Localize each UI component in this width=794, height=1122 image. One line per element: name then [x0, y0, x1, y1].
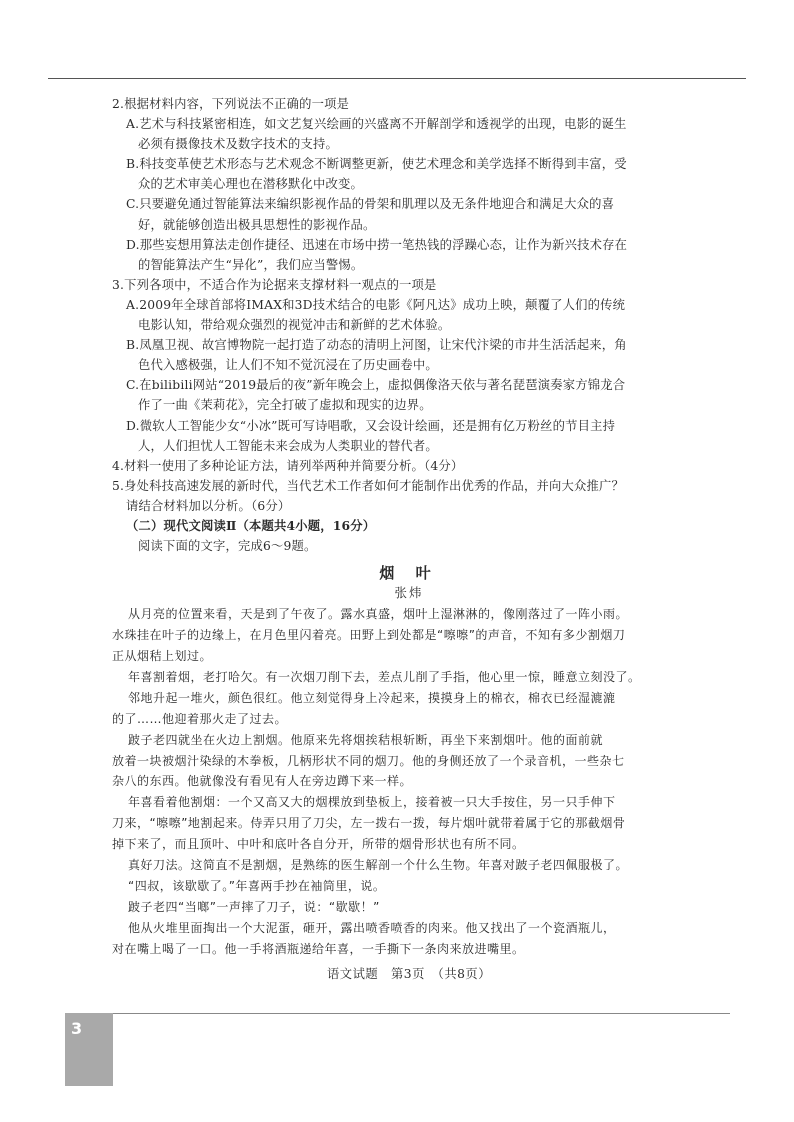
story-author: 张炜 — [394, 585, 424, 601]
story-line: “四叔，该歇歇了。”年喜两手抄在袖筒里，说。 — [128, 878, 386, 893]
q3-option-d-line2: 人，人们担忧人工智能未来会成为人类职业的替代者。 — [138, 438, 438, 453]
q2-option-b-line2: 众的艺术审美心理也在潜移默化中改变。 — [138, 177, 363, 192]
section-instruction: 阅读下面的文字，完成6～9题。 — [138, 539, 317, 554]
story-line: 邻地升起一堆火，颜色很红。他立刻觉得身上冷起来，摸摸身上的棉衣，棉衣已经湿漉漉 — [128, 690, 616, 705]
q5-line1: 5.身处科技高速发展的新时代，当代艺术工作者如何才能制作出优秀的作品，并向大众推广？ — [112, 478, 625, 493]
story-line: 掉下来了，而且顶叶、中叶和底叶各自分开，所带的烟骨形状也有所不同。 — [112, 837, 525, 852]
story-line: 对在嘴上喝了一口。他一手将酒瓶递给年喜，一手撕下一条肉来放进嘴里。 — [112, 941, 525, 956]
story-line: 刀来，“嚓嚓”地割起来。侍弄只用了刀尖，左一拨右一拨，每片烟叶就带着属于它的那截烟骨 — [112, 816, 626, 831]
q3-option-b-line2: 色代入感极强，让人们不知不觉沉浸在了历史画卷中。 — [138, 358, 438, 373]
q3-stem: 3.下列各项中，不适合作为论据来支撑材料一观点的一项是 — [112, 277, 437, 292]
story-body — [112, 604, 706, 959]
q2-option-b-line1: B.科技变革使艺术形态与艺术观念不断调整更新，使艺术理念和美学选择不断得到丰富，受 — [126, 157, 627, 172]
story-line: 的了……他迎着那火走了过去。 — [112, 711, 288, 726]
story-line: 真好刀法。这简直不是割烟，是熟练的医生解剖一个什么生物。年喜对跛子老四佩服极了。 — [128, 858, 629, 873]
q3-option-c-line2: 作了一曲《茉莉花》，完全打破了虚拟和现实的边界。 — [138, 398, 432, 413]
story-line: 放着一块被烟汁染绿的木拳板，几柄形状不同的烟刀。他的身侧还放了一个录音机，一些杂七 — [112, 753, 625, 768]
q4-text: 4.材料一使用了多种论证方法，请列举两种并简要分析。（4分） — [112, 458, 464, 473]
story-line: 杂八的东西。他就像没有看见有人在旁边蹲下来一样。 — [112, 774, 413, 789]
q2-option-c-line2: 好，就能够创造出极具思想性的影视作品。 — [138, 217, 376, 232]
page-number-tab — [65, 1013, 113, 1086]
story-line: 正从烟秸上划过。 — [112, 648, 213, 663]
q3-option-d-line1: D.微软人工智能少女“小冰”既可写诗唱歌，又会设计绘画，还是拥有亿万粉丝的节目主持 — [126, 418, 616, 433]
story-line: 年喜看着他割烟：一个又高又大的烟棵放到垫板上，接着被一只大手按住，另一只手伸下 — [128, 795, 616, 810]
story-line: 跛子老四就坐在火边上割烟。他原来先将烟挨秸根斩断，再坐下来割烟叶。他的面前就 — [128, 732, 604, 747]
story-line: 跛子老四“当啷”一声摔了刀子，说：“歇歇！” — [128, 899, 380, 914]
q3-option-a-line2: 电影认知，带给观众强烈的视觉冲击和新鲜的艺术体验。 — [138, 318, 451, 333]
section-heading: （二）现代文阅读Ⅱ（本题共4小题，16分） — [126, 517, 376, 533]
story-line: 年喜割着烟，老打哈欠。有一次烟刀削下去，差点儿削了手指，他心里一惊，睡意立刻没了。 — [128, 669, 641, 684]
bottom-rule — [112, 1013, 730, 1014]
q3-option-b-line1: B.凤凰卫视、故宫博物院一起打造了动态的清明上河图，让宋代汴梁的市井生活活起来，角 — [126, 338, 627, 353]
story-line: 他从火堆里面掏出一个大泥蛋，砸开，露出喷香喷香的肉来。他又找出了一个瓷酒瓶儿， — [128, 920, 616, 935]
q2-option-d-line2: 的智能算法产生“异化”，我们应当警惕。 — [138, 257, 364, 272]
page-content — [112, 94, 706, 984]
top-rule — [48, 78, 746, 79]
q2-option-a-line2: 必须有摄像技术及数字技术的支持。 — [138, 137, 338, 152]
q2-stem: 2.根据材料内容，下列说法不正确的一项是 — [112, 97, 350, 111]
page-number: 3 — [71, 1019, 83, 1038]
q2-option-d-line1: D.那些妄想用算法走创作捷径、迅速在市场中捞一笔热钱的浮躁心态，让作为新兴技术存在 — [126, 237, 628, 252]
story-line: 水珠挂在叶子的边缘上，在月色里闪着亮。田野上到处都是“嚓嚓”的声音，不知有多少割烟刀 — [112, 628, 626, 643]
page-footer: 语文试题 第3页 （共8页） — [326, 966, 492, 981]
story-title: 烟 叶 — [379, 564, 439, 583]
q5-line2: 请结合材料加以分析。（6分） — [126, 498, 291, 513]
q2-option-c-line1: C.只要避免通过智能算法来编织影视作品的骨架和肌理以及无条件地迎合和满足大众的喜 — [126, 197, 615, 212]
q3-option-a-line1: A.2009年全球首部将IMAX和3D技术结合的电影《阿凡达》成功上映，颠覆了人们的传统 — [126, 297, 626, 312]
q3-option-c-line1: C.在bilibili网站“2019最后的夜”新年晚会上，虚拟偶像洛天依与著名琵琶演奏家方锦龙合 — [126, 378, 626, 393]
story-line: 从月亮的位置来看，天是到了午夜了。露水真盛，烟叶上湿淋淋的，像刚落过了一阵小雨。 — [128, 607, 629, 622]
q2-option-a-line1: A.艺术与科技紧密相连，如文艺复兴绘画的兴盛离不开解剖学和透视学的出现，电影的诞生 — [126, 117, 627, 132]
